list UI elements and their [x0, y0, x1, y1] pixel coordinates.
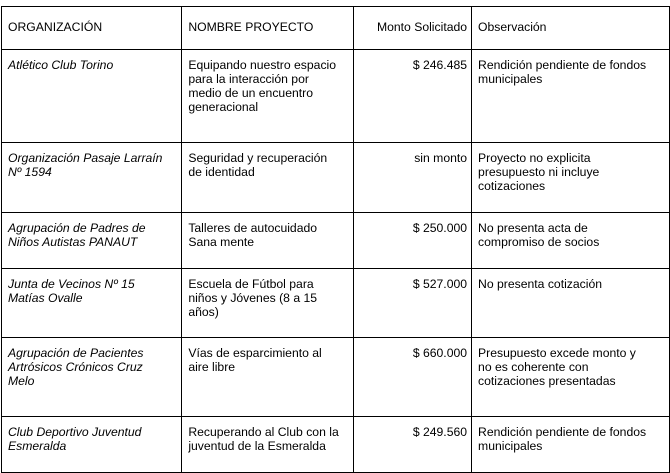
- cell-line: No presenta acta de: [478, 221, 588, 235]
- cell-line: niños y Jóvenes (8 a 15: [188, 291, 318, 305]
- cell-line: Nº 1594: [8, 165, 52, 179]
- cell-line: Agrupación de Pacientes: [8, 346, 144, 360]
- cell-line: Presupuesto excede monto y: [478, 346, 636, 360]
- cell-line: municipales: [478, 72, 543, 86]
- cell-proyecto: [182, 338, 353, 417]
- projects-table: [1, 6, 670, 473]
- cell-line: de identidad: [188, 165, 255, 179]
- cell-monto: $ 249.560: [353, 417, 472, 473]
- cell-line: para la interacción por: [188, 72, 309, 86]
- cell-organizacion: [2, 213, 182, 269]
- cell-line: aire libre: [188, 360, 236, 374]
- header-organizacion: ORGANIZACIÓN: [2, 7, 182, 50]
- cell-line: no es coherente con: [478, 360, 589, 374]
- cell-line: Sana mente: [188, 235, 255, 249]
- cell-proyecto: [182, 143, 353, 213]
- cell-line: Agrupación de Padres de: [8, 221, 146, 235]
- cell-line: Niños Autistas PANAUT: [8, 235, 138, 249]
- cell-organizacion: [2, 143, 182, 213]
- cell-observacion: [472, 338, 670, 417]
- cell-proyecto: [182, 50, 353, 143]
- cell-observacion: [472, 143, 670, 213]
- cell-line: Rendición pendiente de fondos: [478, 425, 647, 439]
- cell-monto: $ 250.000: [353, 213, 472, 269]
- cell-line: Atlético Club Torino: [8, 58, 114, 72]
- cell-organizacion: [2, 50, 182, 143]
- cell-line: Melo: [8, 374, 35, 388]
- cell-line: medio de un encuentro: [188, 86, 313, 100]
- cell-organizacion: [2, 338, 182, 417]
- cell-line: juventud de la Esmeralda: [188, 439, 326, 453]
- table-row: [2, 50, 670, 143]
- header-observacion: Observación: [472, 7, 670, 50]
- cell-line: Matías Ovalle: [8, 291, 83, 305]
- cell-monto: $ 246.485: [353, 50, 472, 143]
- cell-line: Proyecto no explicita: [478, 151, 591, 165]
- cell-observacion: [472, 417, 670, 473]
- header-nombre-proyecto: NOMBRE PROYECTO: [182, 7, 353, 50]
- cell-proyecto: [182, 213, 353, 269]
- cell-monto: sin monto: [353, 143, 472, 213]
- cell-line: años): [188, 305, 219, 319]
- cell-proyecto: [182, 269, 353, 338]
- cell-line: Club Deportivo Juventud: [8, 425, 142, 439]
- cell-line: cotizaciones presentadas: [478, 374, 616, 388]
- cell-line: Rendición pendiente de fondos: [478, 58, 647, 72]
- cell-line: Escuela de Fútbol para: [188, 277, 314, 291]
- cell-line: Seguridad y recuperación: [188, 151, 328, 165]
- cell-line: Vías de esparcimiento al: [188, 346, 322, 360]
- cell-observacion: [472, 269, 670, 338]
- cell-proyecto: [182, 417, 353, 473]
- cell-line: Artrósicos Crónicos Cruz: [8, 360, 143, 374]
- cell-line: Junta de Vecinos Nº 15: [8, 277, 135, 291]
- cell-line: presupuesto ni incluye: [478, 165, 600, 179]
- table-row: [2, 338, 670, 417]
- cell-organizacion: [2, 269, 182, 338]
- header-monto-solicitado: Monto Solicitado: [353, 7, 472, 50]
- table-header-row: [2, 7, 670, 50]
- cell-organizacion: [2, 417, 182, 473]
- table-row: [2, 143, 670, 213]
- table-row: [2, 269, 670, 338]
- cell-line: cotizaciones: [478, 179, 546, 193]
- cell-monto: $ 527.000: [353, 269, 472, 338]
- cell-observacion: [472, 213, 670, 269]
- table-row: [2, 417, 670, 473]
- projects-table-container: [1, 6, 670, 473]
- cell-line: generacional: [188, 100, 259, 114]
- cell-line: Equipando nuestro espacio: [188, 58, 337, 72]
- cell-line: Recuperando al Club con la: [188, 425, 339, 439]
- cell-observacion: [472, 50, 670, 143]
- table-row: [2, 213, 670, 269]
- cell-line: Organización Pasaje Larraín: [8, 151, 163, 165]
- cell-monto: $ 660.000: [353, 338, 472, 417]
- cell-line: compromiso de socios: [478, 235, 600, 249]
- cell-line: Esmeralda: [8, 439, 67, 453]
- cell-line: Talleres de autocuidado: [188, 221, 318, 235]
- cell-line: municipales: [478, 439, 543, 453]
- cell-line: No presenta cotización: [478, 277, 603, 291]
